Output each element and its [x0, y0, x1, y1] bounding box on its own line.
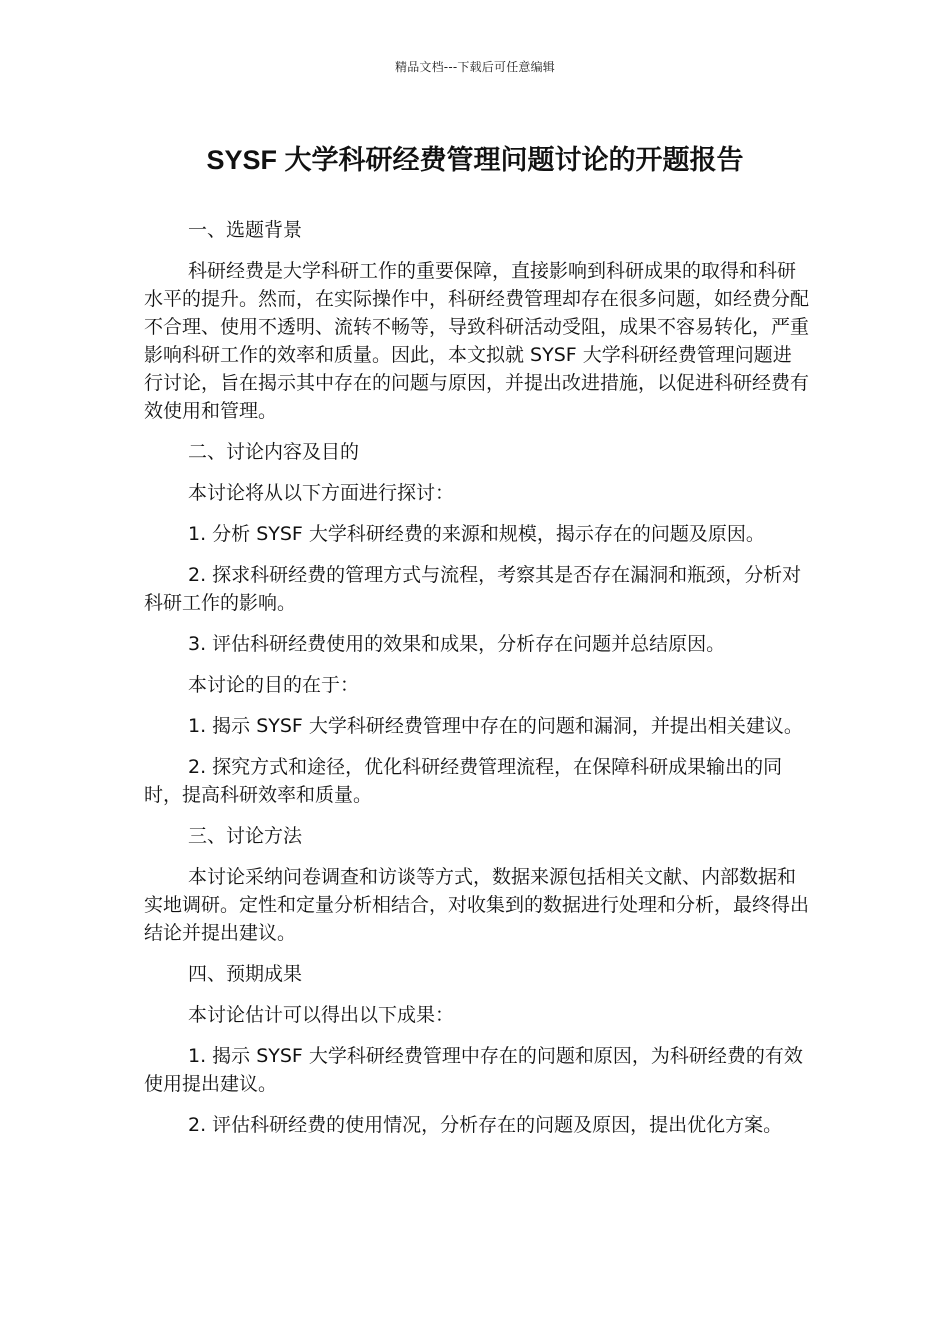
- paragraph-background: 科研经费是大学科研工作的重要保障，直接影响到科研成果的取得和科研水平的提升。然而，在实际操作中，科研经费管理却存在很多问题，如经费分配不合理、使用不透明、流转不畅等，导致科研活动受阻，成果不容易转化，严重影响科研工作的效率和质量。因此，本文拟就 SYSF 大学科研经费管理问题进行讨论，旨在揭示其中存在的问题与原因，并提出改进措施，以促进科研经费有效使用和管理。: [144, 260, 810, 422]
- list-item-goal-2: 2. 探究方式和途径，优化科研经费管理流程，在保障科研成果输出的同时，提高科研效率和质量。: [144, 756, 783, 806]
- list-item-result-1: 1. 揭示 SYSF 大学科研经费管理中存在的问题和原因，为科研经费的有效使用提出建议。: [144, 1045, 803, 1095]
- document-title: SYSF 大学科研经费管理问题讨论的开题报告: [206, 145, 744, 175]
- section-heading-content: 二、讨论内容及目的: [188, 441, 360, 463]
- page-header: 精品文档---下载后可任意编辑: [395, 60, 555, 74]
- section-heading-results: 四、预期成果: [188, 963, 303, 985]
- paragraph-intro-goals: 本讨论的目的在于：: [188, 674, 360, 696]
- paragraph-intro-results: 本讨论估计可以得出以下成果：: [188, 1004, 455, 1026]
- document-body: [144, 216, 810, 1152]
- list-item-goal-1: 1. 揭示 SYSF 大学科研经费管理中存在的问题和漏洞，并提出相关建议。: [188, 715, 803, 737]
- paragraph-method: 本讨论采纳问卷调查和访谈等方式，数据来源包括相关文献、内部数据和实地调研。定性和定量分析相结合，对收集到的数据进行处理和分析，最终得出结论并提出建议。: [144, 866, 810, 944]
- section-heading-method: 三、讨论方法: [188, 825, 303, 847]
- list-item-aspect-3: 3. 评估科研经费使用的效果和成果，分析存在问题并总结原因。: [188, 633, 726, 655]
- section-heading-background: 一、选题背景: [188, 219, 303, 241]
- paragraph-intro-aspects: 本讨论将从以下方面进行探讨：: [188, 482, 455, 504]
- list-item-aspect-1: 1. 分析 SYSF 大学科研经费的来源和规模，揭示存在的问题及原因。: [188, 523, 765, 545]
- list-item-aspect-2: 2. 探求科研经费的管理方式与流程，考察其是否存在漏洞和瓶颈，分析对科研工作的影响。: [144, 564, 802, 614]
- list-item-result-2: 2. 评估科研经费的使用情况，分析存在的问题及原因，提出优化方案。: [188, 1114, 783, 1136]
